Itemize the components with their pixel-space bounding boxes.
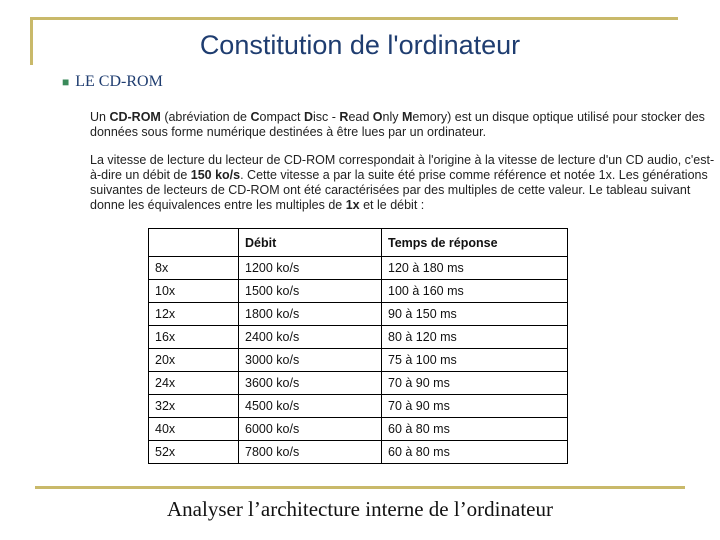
multiple-cell: 16x [149,326,239,349]
multiple-cell: 10x [149,280,239,303]
response-time-cell: 100 à 160 ms [382,280,568,303]
bottom-rule [35,486,685,489]
debit-cell: 1500 ko/s [239,280,382,303]
bold-run: M [401,110,413,124]
response-time-cell: 70 à 90 ms [382,395,568,418]
response-time-cell: 70 à 90 ms [382,372,568,395]
table-row [149,418,568,441]
slide-title: Constitution de l'ordinateur [199,30,521,60]
table-header-row [149,229,568,257]
response-time-cell: 75 à 100 ms [382,349,568,372]
response-time-cell: 60 à 80 ms [382,441,568,464]
response-time-cell: 120 à 180 ms [382,257,568,280]
speed-table [148,228,568,464]
response-time-cell: 90 à 150 ms [382,303,568,326]
paragraph-definition [90,110,715,140]
multiple-cell: 40x [149,418,239,441]
bold-run: 150 ko/s [190,168,241,182]
section-heading [62,73,163,91]
debit-cell: 3000 ko/s [239,349,382,372]
header-cell-empty [149,229,239,257]
top-frame-line [30,17,678,20]
text-run: (abréviation de [160,110,251,124]
debit-cell: 6000 ko/s [239,418,382,441]
table-row [149,395,568,418]
multiple-cell: 8x [149,257,239,280]
table-row [149,441,568,464]
square-bullet-icon: ■ [62,75,70,89]
multiple-cell: 24x [149,372,239,395]
table-row [149,280,568,303]
debit-cell: 4500 ko/s [239,395,382,418]
multiple-cell: 20x [149,349,239,372]
bold-run: CD-ROM [109,110,161,124]
debit-cell: 7800 ko/s [239,441,382,464]
debit-cell: 1200 ko/s [239,257,382,280]
table-row [149,326,568,349]
debit-cell: 2400 ko/s [239,326,382,349]
bold-run: R [339,110,349,124]
table-row [149,257,568,280]
debit-cell: 3600 ko/s [239,372,382,395]
text-run: isc - [313,110,340,124]
text-run: ead [348,110,373,124]
text-run: nly [382,110,402,124]
debit-cell: 1800 ko/s [239,303,382,326]
header-cell-temps: Temps de réponse [382,229,568,257]
slide-footer: Analyser l’architecture interne de l’ordinateur [167,497,553,521]
table-row [149,372,568,395]
text-run: emory) est un disque optique utilisé pour stocker des données sous forme numérique destinées à être lues par un ordinateur. [90,110,705,139]
text-run: La vitesse de lecture du lecteur de CD-ROM correspondait à l'origine à la vitesse de lecture d'un CD audio, c'est-à-dire un débit de [90,153,715,182]
bold-run: O [372,110,383,124]
section-heading-text: LE CD-ROM [75,73,163,90]
bold-run: C [250,110,260,124]
response-time-cell: 60 à 80 ms [382,418,568,441]
bold-run: 1x [345,198,360,212]
paragraph-speed [90,153,715,213]
multiple-cell: 32x [149,395,239,418]
multiple-cell: 52x [149,441,239,464]
text-run: et le débit : [359,198,425,212]
text-run: Un [90,110,110,124]
multiple-cell: 12x [149,303,239,326]
bold-run: D [303,110,314,124]
text-run: ompact [259,110,304,124]
table-row [149,303,568,326]
header-cell-debit: Débit [239,229,382,257]
text-run: . Cette vitesse a par la suite été prise comme référence et notée 1x. Les générations suivantes de lecteurs de CD-ROM ont été caractérisées par des multiples de cette valeur. Le tableau suivant donne les équivalences entre les multiples de [90,168,708,212]
table-row [149,349,568,372]
response-time-cell: 80 à 120 ms [382,326,568,349]
